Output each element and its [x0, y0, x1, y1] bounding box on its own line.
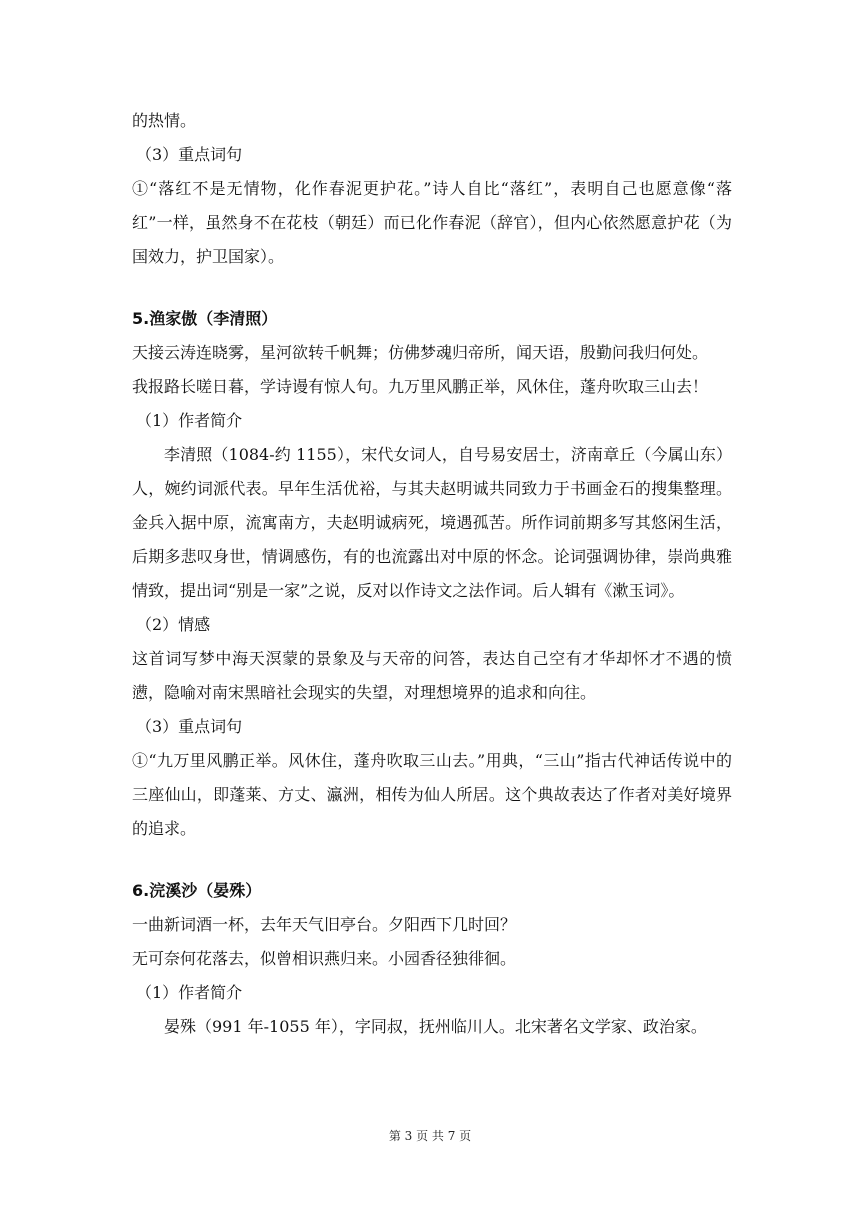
- body-paragraph: 一曲新词酒一杯，去年天气旧亭台。夕阳西下几时回？: [132, 915, 517, 934]
- section-heading: 6.浣溪沙（晏殊）: [132, 881, 262, 900]
- page-footer: 第 3 页 共 7 页: [388, 1129, 472, 1143]
- subheading: （1）作者简介: [136, 411, 243, 430]
- section-gap: [132, 274, 732, 302]
- body-paragraph: 无可奈何花落去，似曾相识燕归来。小园香径独徘徊。: [132, 949, 517, 968]
- body-paragraph: 的热情。: [132, 111, 197, 130]
- body-paragraph: 这首词写梦中海天溟蒙的景象及与天帝的问答，表达自己空有才华却怀才不遇的愤懑，隐喻对南宋黑暗社会现实的失望，对理想境界的追求和向往。: [132, 649, 732, 702]
- body-paragraph: ①“九万里风鹏正举。风休住，蓬舟吹取三山去。”用典，“三山”指古代神话传说中的三座仙山，即蓬莱、方丈、瀛洲，相传为仙人所居。这个典故表达了作者对美好境界的追求。: [132, 751, 732, 838]
- subheading: （3）重点词句: [136, 145, 243, 164]
- indented-paragraph: 李清照（1084-约 1155），宋代女词人，自号易安居士，济南章丘（今属山东）人，婉约词派代表。早年生活优裕，与其夫赵明诚共同致力于书画金石的搜集整理。金兵入据中原，流寓南方，夫赵明诚病死，境遇孤苦。所作词前期多写其悠闲生活，后期多悲叹身世，情调感伤，有的也流露出对中原的怀念。论词强调协律，崇尚典雅情致，提出词“别是一家”之说，反对以作诗文之法作词。后人辑有《漱玉词》。: [132, 445, 732, 600]
- body-paragraph: ①“落红不是无情物，化作春泥更护花。”诗人自比“落红”，表明自己也愿意像“落红”一样，虽然身不在花枝（朝廷）而已化作春泥（辞官），但内心依然愿意护花（为国效力，护卫国家）。: [132, 179, 732, 266]
- body-paragraph: 我报路长嗟日暮，学诗谩有惊人句。九万里风鹏正举，风休住，蓬舟吹取三山去！: [132, 377, 709, 396]
- indented-paragraph: 晏殊（991 年-1055 年），字同叔，抚州临川人。北宋著名文学家、政治家。: [164, 1017, 707, 1036]
- subheading: （1）作者简介: [136, 983, 243, 1002]
- subheading: （2）情感: [136, 615, 211, 634]
- section-gap: [132, 846, 732, 874]
- section-heading: 5.渔家傲（李清照）: [132, 309, 278, 328]
- page-content: [132, 104, 732, 1044]
- body-paragraph: 天接云涛连晓雾，星河欲转千帆舞；仿佛梦魂归帝所，闻天语，殷勤问我归何处。: [132, 343, 709, 362]
- subheading: （3）重点词句: [136, 717, 243, 736]
